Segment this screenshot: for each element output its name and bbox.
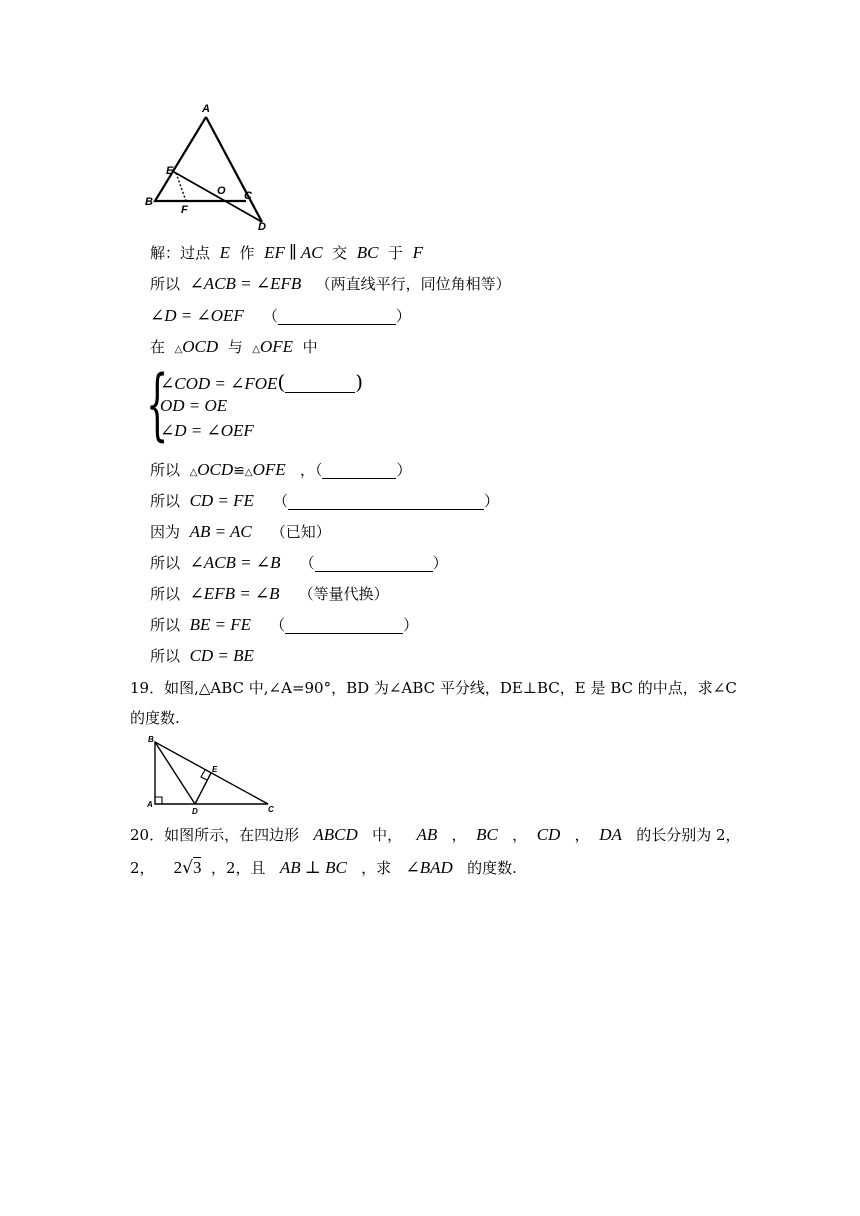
solution-line-11: 所以 CD = BE — [150, 646, 254, 665]
label-o: O — [217, 185, 226, 197]
answer-blank[interactable] — [288, 495, 484, 510]
solution-line-6: 所以 CD = FE （ ） — [150, 491, 500, 510]
system-row-1: ∠COD = ∠FOE( ) — [160, 370, 364, 394]
figure-triangle-abc — [140, 100, 280, 235]
label-f: F — [181, 204, 188, 216]
solution-line-8: 所以 ∠ACB = ∠B （ ） — [150, 553, 448, 572]
solution-line-3: ∠D = ∠OEF （ ） — [150, 306, 411, 325]
problem-19-line-2: 的度数. — [130, 709, 180, 727]
solution-line-1: 解：过点 E 作 EF ∥ AC 交 BC 于 F — [150, 243, 423, 262]
triangle-sides — [155, 117, 246, 201]
label-a: A — [147, 800, 153, 809]
system-brace: { — [146, 360, 169, 450]
right-angle-mark-a — [155, 797, 162, 804]
label-b: B — [148, 735, 154, 744]
right-angle-mark-e — [201, 770, 207, 780]
label-e: E — [166, 165, 174, 177]
problem-19-line-1: 19．如图,△ABC 中,∠A=90°，BD 为∠ABC 平分线，DE⊥BC，E 是 BC 的中点，求∠C — [130, 679, 737, 697]
solution-line-5: 所以 △OCD≌△OFE ，（ ） — [150, 460, 412, 479]
answer-blank[interactable] — [315, 557, 433, 572]
label-c: C — [244, 190, 252, 202]
answer-blank[interactable] — [285, 619, 403, 634]
label-a: A — [202, 103, 210, 115]
solution-line-7: 因为 AB = AC （已知） — [150, 522, 331, 541]
system-row-2: OD = OE — [160, 396, 228, 415]
problem-20-line-1: 20．如图所示，在四边形 ABCD 中， AB ， BC ， CD ， DA 的长分别为 2， — [130, 825, 741, 844]
label-e: E — [212, 765, 218, 774]
figure-right-triangle — [140, 732, 285, 816]
segment-bd — [155, 742, 195, 804]
label-d: D — [192, 807, 198, 816]
solution-line-10: 所以 BE = FE （ ） — [150, 615, 419, 634]
answer-blank[interactable] — [322, 464, 396, 479]
solution-line-2: 所以 ∠ACB = ∠EFB （两直线平行，同位角相等） — [150, 274, 511, 293]
label-c: C — [268, 805, 274, 814]
answer-blank[interactable] — [278, 310, 396, 325]
label-d: D — [258, 221, 266, 233]
answer-blank[interactable] — [285, 378, 355, 393]
solution-line-9: 所以 ∠EFB = ∠B （等量代换） — [150, 584, 389, 603]
label-b: B — [145, 196, 153, 208]
system-row-3: ∠D = ∠OEF — [160, 421, 254, 440]
solution-line-4: 在 △OCD 与 △OFE 中 — [150, 337, 318, 356]
problem-20-line-2: 2， 2√3 ，2，且 AB ⊥ BC ，求 ∠BAD 的度数. — [130, 858, 517, 878]
